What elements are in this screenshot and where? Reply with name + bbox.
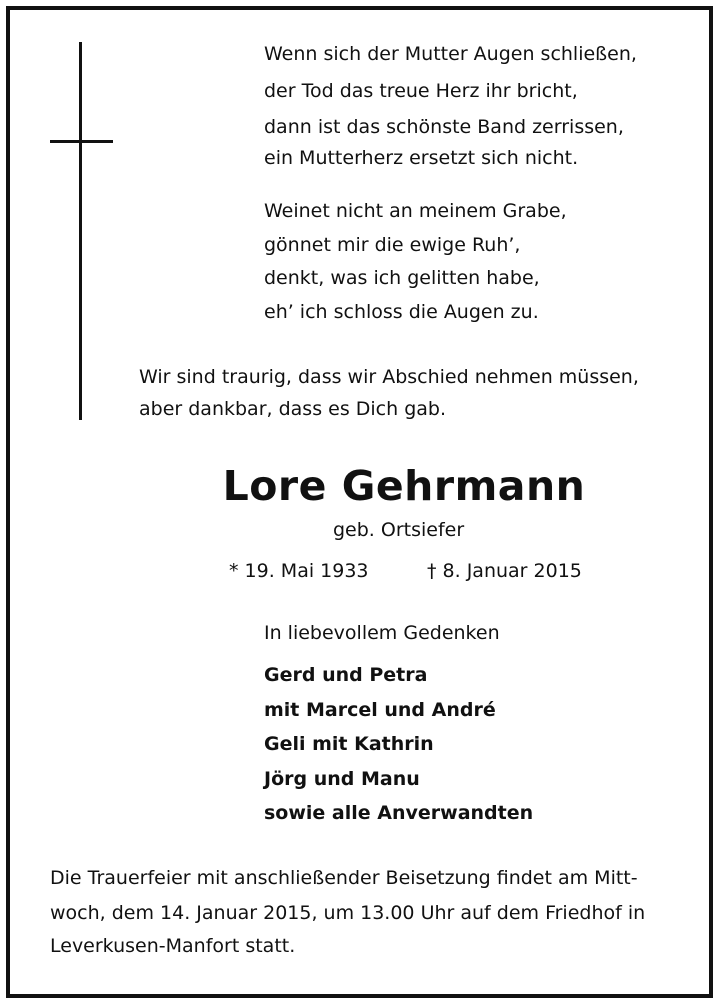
deceased-name: Lore Gehrmann (222, 462, 586, 510)
funeral-notice-line: Die Trauerfeier mit anschließender Beisetzung findet am Mitt- (50, 867, 638, 889)
poem-line: denkt, was ich gelitten habe, (264, 267, 540, 289)
mourner-name: Gerd und Petra (264, 664, 428, 686)
poem-line: der Tod das treue Herz ihr bricht, (264, 80, 578, 102)
poem-line: gönnet mir die ewige Ruh’, (264, 234, 521, 256)
cross-vertical-bar (79, 42, 82, 420)
mourner-name: mit Marcel und André (264, 699, 496, 721)
farewell-line: aber dankbar, dass es Dich gab. (139, 398, 446, 420)
mourner-name: sowie alle Anverwandten (264, 802, 534, 824)
mourner-name: Jörg und Manu (264, 768, 420, 790)
poem-line: ein Mutterherz ersetzt sich nicht. (264, 147, 579, 169)
death-date: † 8. Januar 2015 (427, 560, 582, 582)
poem-line: Weinet nicht an meinem Grabe, (264, 200, 567, 222)
funeral-notice-line: Leverkusen-Manfort statt. (50, 935, 296, 957)
farewell-line: Wir sind traurig, dass wir Abschied nehmen müssen, (139, 366, 639, 388)
birth-date: * 19. Mai 1933 (229, 560, 369, 582)
funeral-notice-line: woch, dem 14. Januar 2015, um 13.00 Uhr auf dem Friedhof in (50, 902, 646, 924)
maiden-name: geb. Ortsiefer (333, 519, 465, 541)
mourner-name: Geli mit Kathrin (264, 733, 434, 755)
poem-line: eh’ ich schloss die Augen zu. (264, 301, 539, 323)
mourners-intro: In liebevollem Gedenken (264, 622, 500, 644)
poem-line: Wenn sich der Mutter Augen schließen, (264, 43, 637, 65)
poem-line: dann ist das schönste Band zerrissen, (264, 116, 624, 138)
cross-horizontal-bar (50, 140, 113, 143)
